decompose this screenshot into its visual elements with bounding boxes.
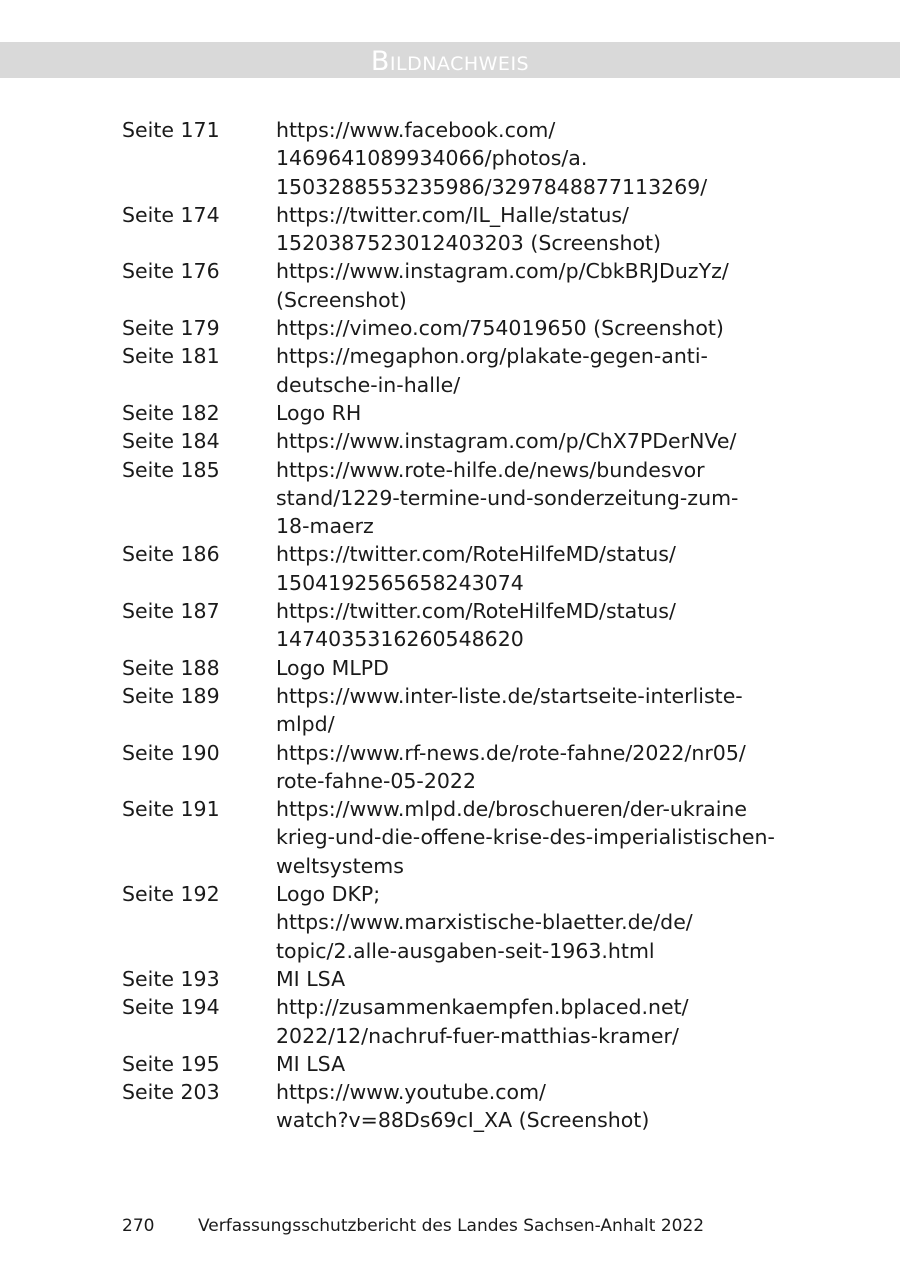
entry-page-reference: Seite 191 [122,797,220,822]
entry-source-line: MI LSA [276,1051,346,1076]
entry-page-reference: Seite 185 [122,457,220,482]
entry-source-line: mlpd/ [276,712,335,737]
entry-source [276,257,822,314]
entry-source-line: (Screenshot) [276,287,407,312]
entry-page-reference: Seite 182 [122,400,220,425]
entry-source-line: https://twitter.com/RoteHilfeMD/status/ [276,542,676,567]
entry-page-reference: Seite 193 [122,966,220,991]
credit-entry [122,540,822,597]
entry-page-reference: Seite 174 [122,202,220,227]
page-footer [122,1214,704,1238]
entry-source-line: deutsche-in-halle/ [276,372,461,397]
entry-source [276,597,822,654]
entry-source-line: https://www.marxistische-blaetter.de/de/ [276,910,693,935]
entry-source-line: stand/1229-termine-und-sonderzeitung-zum- [276,485,739,510]
entry-source-line: 1469641089934066/photos/a. [276,146,588,171]
entry-source-line: 1503288553235986/3297848877113269/ [276,174,708,199]
entry-source [276,201,822,258]
entry-page-reference: Seite 179 [122,316,220,341]
entry-source-line: https://www.rote-hilfe.de/news/bundesvor [276,457,705,482]
entry-source-line: Logo RH [276,400,362,425]
entry-source-line: watch?v=88Ds69cI_XA (Screenshot) [276,1108,650,1133]
entry-page-reference: Seite 186 [122,542,220,567]
entry-page-reference: Seite 181 [122,344,220,369]
credit-entry [122,993,822,1050]
entry-page-reference: Seite 194 [122,995,220,1020]
entry-source [276,993,822,1050]
credit-entry [122,399,822,427]
entry-source [276,965,822,993]
entry-source [276,399,822,427]
entry-source [276,654,822,682]
entry-source [276,880,822,965]
credit-entry [122,201,822,258]
entry-source-line: 1520387523012403203 (Screenshot) [276,231,662,256]
entry-source-line: https://www.rf-news.de/rote-fahne/2022/nr05/ [276,740,746,765]
entry-source-line: Logo MLPD [276,655,389,680]
entry-page-reference: Seite 190 [122,740,220,765]
entry-source-line: krieg-und-die-offene-krise-des-imperialistischen- [276,825,775,850]
credit-entry [122,880,822,965]
entry-source-line: https://www.instagram.com/p/CbkBRJDuzYz/ [276,259,729,284]
entry-source-line: https://twitter.com/RoteHilfeMD/status/ [276,599,676,624]
entry-source-line: https://www.facebook.com/ [276,118,556,142]
credit-entry [122,682,822,739]
credit-entry [122,427,822,455]
entry-source [276,427,822,455]
entry-page-reference: Seite 184 [122,429,220,454]
entry-source-line: https://vimeo.com/754019650 (Screenshot) [276,316,724,341]
credit-entry [122,116,822,201]
entry-source [276,682,822,739]
credit-entry [122,257,822,314]
entry-source [276,795,822,880]
entry-source [276,1078,822,1135]
entry-source-line: 1504192565658243074 [276,570,524,595]
entry-source-line: 1474035316260548620 [276,627,524,652]
entry-source-line: https://www.instagram.com/p/ChX7PDerNVe/ [276,429,737,454]
entry-source-line: http://zusammenkaempfen.bplaced.net/ [276,995,689,1020]
page-number: 270 [122,1216,155,1236]
entry-source-line: https://www.youtube.com/ [276,1080,546,1105]
section-title: Bildnachweis [370,46,530,77]
entry-page-reference: Seite 187 [122,599,220,624]
entry-source-line: https://www.mlpd.de/broschueren/der-ukraine [276,797,748,822]
credit-entry [122,965,822,993]
image-credits-list [122,116,822,1135]
entry-source [276,342,822,399]
entry-source-line: https://www.inter-liste.de/startseite-interliste- [276,683,743,708]
entry-source [276,314,822,342]
entry-page-reference: Seite 176 [122,259,220,284]
entry-source-line: Logo DKP; [276,882,381,907]
entry-page-reference: Seite 188 [122,655,220,680]
credit-entry [122,795,822,880]
credit-entry [122,654,822,682]
entry-page-reference: Seite 195 [122,1051,220,1076]
section-header-bar [0,42,900,78]
credit-entry [122,456,822,541]
entry-source-line: rote-fahne-05-2022 [276,768,476,793]
credit-entry [122,314,822,342]
credit-entry [122,342,822,399]
entry-source-line: https://twitter.com/IL_Halle/status/ [276,202,629,227]
entry-source-line: https://megaphon.org/plakate-gegen-anti- [276,344,708,369]
entry-source-line: weltsystems [276,853,404,878]
entry-source [276,456,822,541]
entry-source-line: 18-maerz [276,514,374,539]
entry-source [276,739,822,796]
publication-title: Verfassungsschutzbericht des Landes Sachsen-Anhalt 2022 [198,1216,705,1236]
entry-page-reference: Seite 203 [122,1080,220,1105]
entry-page-reference: Seite 171 [122,118,220,142]
credit-entry [122,1050,822,1078]
credit-entry [122,739,822,796]
entry-source [276,116,822,201]
credit-entry [122,597,822,654]
entry-page-reference: Seite 192 [122,882,220,907]
entry-source-line: 2022/12/nachruf-fuer-matthias-kramer/ [276,1023,679,1048]
entry-source [276,1050,822,1078]
entry-source-line: topic/2.alle-ausgaben-seit-1963.html [276,938,655,963]
entry-source-line: MI LSA [276,966,346,991]
credit-entry [122,1078,822,1135]
entry-page-reference: Seite 189 [122,683,220,708]
entry-source [276,540,822,597]
